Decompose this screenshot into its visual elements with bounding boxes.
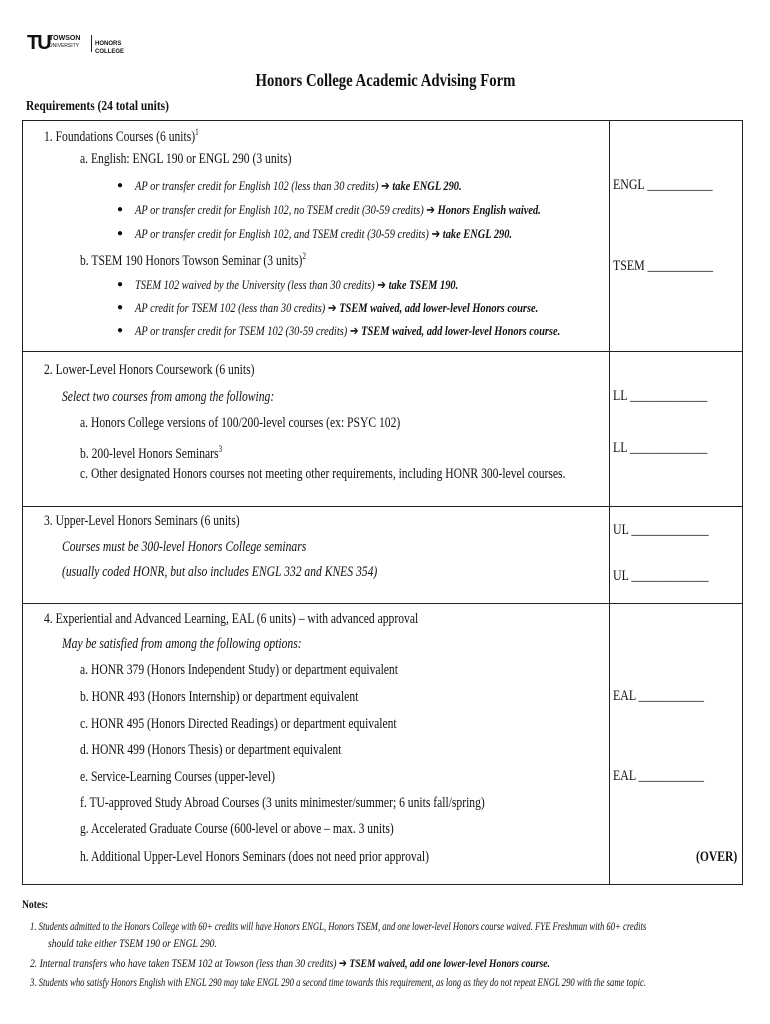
right-arrow-icon: ➔ — [381, 178, 390, 193]
section-1a: a. English: ENGL 190 or ENGL 290 (3 units) — [80, 151, 292, 167]
note-3: 3. Students who satisfy Honors English with ENGL 290 may take ENGL 290 a second time towards this requirement, as long as they do not repeat ENGL 290 with the same topic. — [30, 975, 646, 989]
section-1a-bullet-2: AP or transfer credit for English 102, no TSEM credit (30-59 credits) ➔ Honors English waived. — [135, 202, 541, 217]
note-1-line-2: should take either TSEM 190 or ENGL 290. — [48, 936, 217, 950]
ll-blank-1[interactable]: LL _____________ — [613, 388, 708, 404]
over-label: (OVER) — [696, 849, 738, 865]
section-1a-bullet-3: AP or transfer credit for English 102, and TSEM credit (30-59 credits) ➔ take ENGL 290. — [135, 226, 513, 241]
section-1-heading: 1. Foundations Courses (6 units)$^1$ — [44, 127, 199, 145]
section-4d: d. HONR 499 (Honors Thesis) or department equivalent — [80, 742, 342, 758]
section-4c: c. HONR 495 (Honors Directed Readings) or department equivalent — [80, 716, 397, 732]
section-3-note-2: (usually coded HONR, but also includes ENGL 332 and KNES 354) — [62, 564, 378, 580]
notes-heading: Notes: — [22, 897, 49, 911]
note-1-line-1: 1. Students admitted to the Honors College with 60+ credits will have Honors ENGL, Honors TSEM, and one lower-level Honors course waived. FYE Freshman with 60+ credits — [30, 919, 647, 933]
section-2-note: Select two courses from among the following: — [62, 389, 275, 405]
section-2c: c. Other designated Honors courses not meeting other requirements, including HONR 300-level courses. — [80, 466, 566, 482]
right-arrow-icon: ➔ — [431, 226, 441, 241]
section-1b: b. TSEM 190 Honors Towson Seminar (3 units)$^2$ — [80, 251, 306, 269]
section-4e: e. Service-Learning Courses (upper-level) — [80, 769, 275, 785]
bullet-icon: ● — [117, 279, 124, 290]
section-4a: a. HONR 379 (Honors Independent Study) or department equivalent — [80, 662, 398, 678]
logo-mark: TU — [27, 32, 50, 54]
right-arrow-icon: ➔ — [349, 323, 359, 338]
bullet-icon: ● — [117, 325, 124, 336]
logo-college: HONORS COLLEGE — [95, 41, 125, 55]
logo-divider — [91, 35, 92, 52]
section-4h: h. Additional Upper-Level Honors Seminars (does not need prior approval) — [80, 849, 429, 865]
eal-blank-2[interactable]: EAL ___________ — [613, 768, 705, 784]
section-2-divider — [609, 351, 610, 507]
tsem-blank[interactable]: TSEM ___________ — [613, 258, 714, 274]
logo-towson: TOWSON — [49, 35, 81, 42]
section-4f: f. TU-approved Study Abroad Courses (3 units minimester/summer; 6 units fall/spring) — [80, 795, 485, 811]
section-1a-bullet-1: AP or transfer credit for English 102 (less than 30 credits) ➔ take ENGL 290. — [135, 178, 462, 193]
section-3-divider — [609, 506, 610, 604]
right-arrow-icon: ➔ — [338, 956, 347, 970]
page-title: Honors College Academic Advising Form — [255, 70, 515, 90]
section-1b-bullet-2: AP credit for TSEM 102 (less than 30 credits) ➔ TSEM waived, add lower-level Honors course. — [135, 300, 539, 315]
bullet-icon: ● — [117, 204, 124, 215]
bullet-icon: ● — [117, 228, 124, 239]
requirements-heading: Requirements (24 total units) — [26, 99, 169, 114]
section-3-note-1: Courses must be 300-level Honors College seminars — [62, 539, 307, 555]
right-arrow-icon: ➔ — [327, 300, 337, 315]
engl-blank[interactable]: ENGL ___________ — [613, 177, 713, 193]
note-2: 2. Internal transfers who have taken TSEM 102 at Towson (less than 30 credits) ➔ TSEM waived, add one lower-level Honors course. — [30, 956, 550, 970]
section-4-divider — [609, 603, 610, 885]
eal-blank-1[interactable]: EAL ___________ — [613, 688, 705, 704]
section-4g: g. Accelerated Graduate Course (600-level or above – max. 3 units) — [80, 821, 394, 837]
right-arrow-icon: ➔ — [377, 277, 386, 292]
section-4-note: May be satisfied from among the following options: — [62, 636, 302, 652]
section-2a: a. Honors College versions of 100/200-level courses (ex: PSYC 102) — [80, 415, 401, 431]
section-1b-bullet-3: AP or transfer credit for TSEM 102 (30-59 credits) ➔ TSEM waived, add lower-level Honors course. — [135, 323, 561, 338]
right-arrow-icon: ➔ — [426, 202, 435, 217]
ul-blank-1[interactable]: UL _____________ — [613, 522, 709, 538]
bullet-icon: ● — [117, 180, 124, 191]
section-1-divider — [609, 120, 610, 352]
section-1b-bullet-1: TSEM 102 waived by the University (less than 30 credits) ➔ take TSEM 190. — [135, 277, 459, 292]
ul-blank-2[interactable]: UL _____________ — [613, 568, 709, 584]
bullet-icon: ● — [117, 302, 124, 313]
section-2-heading: 2. Lower-Level Honors Coursework (6 units) — [44, 362, 255, 378]
section-2b: b. 200-level Honors Seminars$^3$ — [80, 444, 223, 462]
ll-blank-2[interactable]: LL _____________ — [613, 440, 708, 456]
section-3-heading: 3. Upper-Level Honors Seminars (6 units) — [44, 513, 240, 529]
section-4b: b. HONR 493 (Honors Internship) or department equivalent — [80, 689, 359, 705]
logo-university: UNIVERSITY — [49, 43, 80, 49]
section-4-heading: 4. Experiential and Advanced Learning, EAL (6 units) – with advanced approval — [44, 611, 419, 627]
